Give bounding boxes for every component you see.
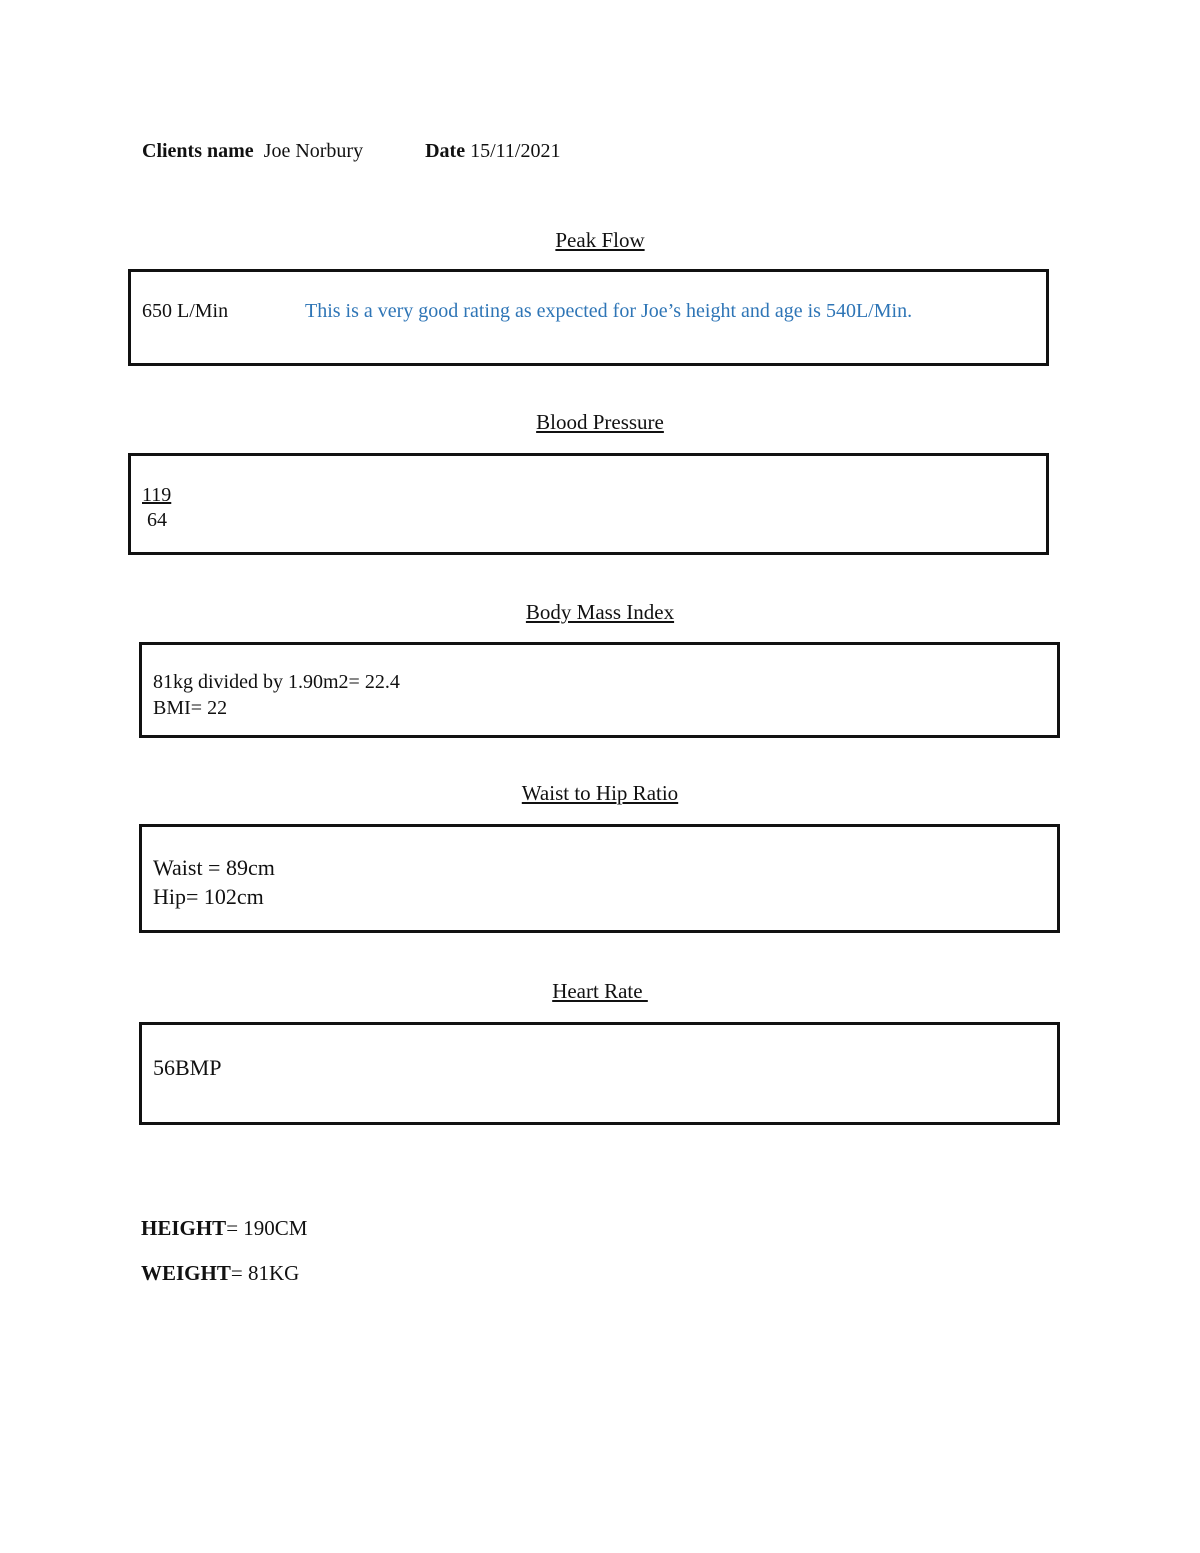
heart-rate-box xyxy=(139,1022,1060,1125)
height-value: = 190CM xyxy=(226,1216,308,1240)
height-stat xyxy=(141,1216,307,1241)
diastolic-value: 64 xyxy=(147,509,167,531)
bmi-result: BMI= 22 xyxy=(153,697,228,719)
date-value: 15/11/2021 xyxy=(470,140,561,162)
peak-flow-title: Peak Flow xyxy=(555,228,645,252)
bmi-title: Body Mass Index xyxy=(525,600,675,624)
waist-hip-box xyxy=(139,824,1060,933)
weight-label: WEIGHT xyxy=(141,1261,231,1285)
blood-pressure-reading xyxy=(142,483,176,533)
weight-value: = 81KG xyxy=(230,1261,300,1285)
hip-value: Hip= 102cm xyxy=(153,884,264,909)
client-header xyxy=(142,140,560,163)
blood-pressure-title: Blood Pressure xyxy=(536,410,664,434)
client-name-value: Joe Norbury xyxy=(263,140,364,162)
peak-flow-note: This is a very good rating as expected for Joe’s height and age is 540L/Min. xyxy=(305,300,913,322)
bmi-calculation: 81kg divided by 1.90m2= 22.4 xyxy=(153,671,400,693)
client-name-label: Clients name xyxy=(142,140,254,162)
waist-hip-title: Waist to Hip Ratio xyxy=(521,781,679,805)
height-label: HEIGHT xyxy=(141,1216,227,1240)
date-label: Date xyxy=(425,140,466,162)
systolic-value: 119 xyxy=(142,484,172,506)
peak-flow-value: 650 L/Min xyxy=(142,300,229,322)
peak-flow-box xyxy=(128,269,1049,366)
heart-rate-title: Heart Rate xyxy=(552,979,648,1003)
heart-rate-value: 56BMP xyxy=(153,1055,222,1080)
bmi-box xyxy=(139,642,1060,738)
blood-pressure-box xyxy=(128,453,1049,555)
weight-stat xyxy=(141,1261,299,1286)
waist-value: Waist = 89cm xyxy=(153,855,275,880)
